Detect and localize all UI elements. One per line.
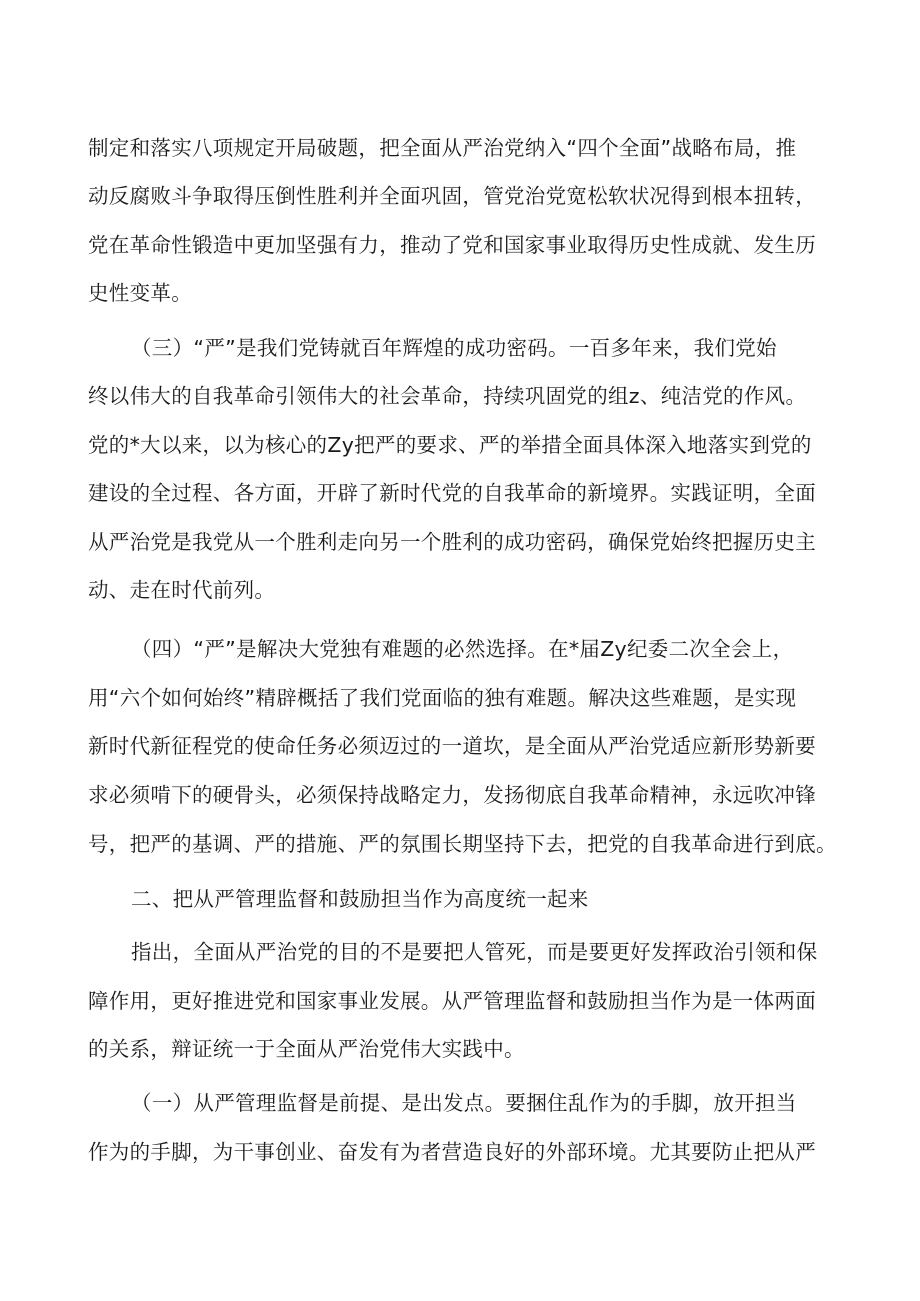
text-line: 建设的全过程、各方面，开辟了新时代党的自我革命的新境界。实践证明，全面 [88, 481, 816, 505]
text-line: 用“六个如何始终”精辟概括了我们党面临的独有难题。解决这些难题，是实现 [88, 686, 797, 710]
text-line: 号，把严的基调、严的措施、严的氛围长期坚持下去，把党的自我革命进行到底。 [88, 832, 837, 856]
text-line: 的关系，辩证统一于全面从严治党伟大实践中。 [88, 1037, 525, 1061]
text-line: 从严治党是我党从一个胜利走向另一个胜利的成功密码，确保党始终把握历史主 [88, 530, 816, 554]
text-line: 障作用，更好推进党和国家事业发展。从严管理监督和鼓励担当作为是一体两面 [88, 989, 816, 1013]
paragraph-one-start: （一）从严管理监督是前提、是出发点。要捆住乱作为的手脚，放开担当 [131, 1091, 797, 1115]
text-line: 新时代新征程党的使命任务必须迈过的一道坎，是全面从严治党适应新形势新要 [88, 734, 816, 758]
paragraph-start: 指出，全面从严治党的目的不是要把人管死，而是要更好发挥政治引领和保 [131, 940, 818, 964]
paragraph-four-start: （四）“严”是解决大党独有难题的必然选择。在*届Zy纪委二次全会上， [131, 637, 794, 661]
paragraph-three-start: （三）“严”是我们党铸就百年辉煌的成功密码。一百多年来，我们党始 [131, 336, 777, 360]
text-line: 动反腐败斗争取得压倒性胜利并全面巩固，管党治党宽松软状况得到根本扭转， [88, 184, 816, 208]
text-line: 党在革命性锻造中更加坚强有力，推动了党和国家事业取得历史性成就、发生历 [88, 233, 816, 257]
text-line: 制定和落实八项规定开局破题，把全面从严治党纳入“四个全面”战略布局，推 [88, 136, 797, 160]
text-line: 终以伟大的自我革命引领伟大的社会革命，持续巩固党的组z、纯洁党的作风。 [88, 384, 807, 408]
text-line: 作为的手脚，为干事创业、奋发有为者营造良好的外部环境。尤其要防止把从严 [88, 1140, 816, 1164]
section-heading: 二、把从严管理监督和鼓励担当作为高度统一起来 [131, 887, 589, 911]
text-line: 史性变革。 [88, 281, 192, 305]
text-line: 求必须啃下的硬骨头，必须保持战略定力，发扬彻底自我革命精神，永远吹冲锋 [88, 783, 816, 807]
text-line: 动、走在时代前列。 [88, 578, 276, 602]
text-line: 党的*大以来，以为核心的Zy把严的要求、严的举措全面具体深入地落实到党的 [88, 433, 812, 457]
